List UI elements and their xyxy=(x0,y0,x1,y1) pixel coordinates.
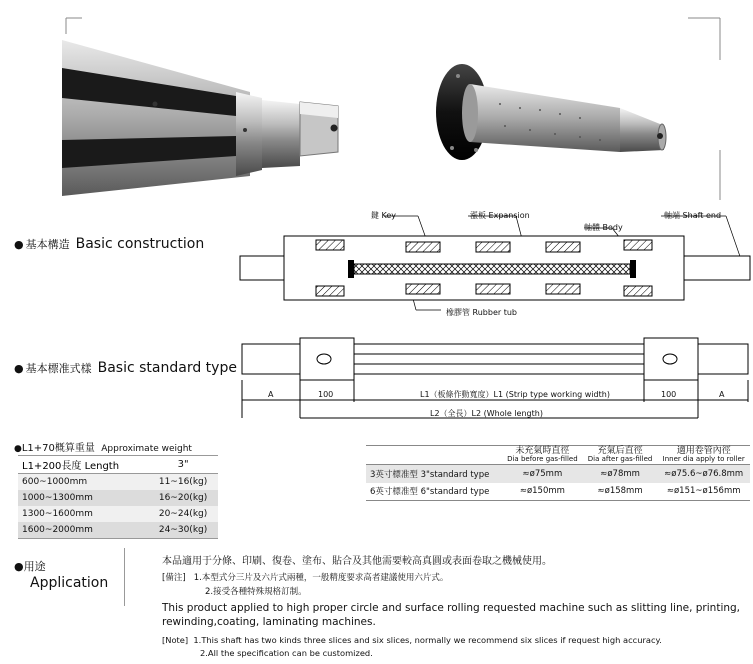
product-photos xyxy=(0,0,753,200)
dim-100-left: 100 xyxy=(318,390,334,399)
bullet-icon: ● xyxy=(14,238,24,251)
application-en-note-2: 2.All the specification can be customized. xyxy=(200,648,373,658)
label-shaft-end: 軸端 Shaft end xyxy=(664,211,722,220)
weight-table-title: ●L1+70概算重量 Approximate weight xyxy=(14,443,192,454)
weight-table xyxy=(18,455,218,539)
bullet-icon: ● xyxy=(14,560,24,573)
dim-l1: L1（板條作動寬度）L1 (Strip type working width) xyxy=(420,390,610,399)
flanged-shaft-photo xyxy=(436,64,666,160)
spec-table-header xyxy=(366,446,750,465)
table-row: 1600~2000mm 24~30(kg) xyxy=(18,522,218,539)
application-en-note-1: [Note] 1.This shaft has two kinds three slices and six slices, normally we recommend six slices if request high accuracy. xyxy=(162,635,662,645)
label-rubber-tub: 橡膠管 Rubber tub xyxy=(446,308,518,317)
header-dia-before: 未充氣時直徑 Dia before gas-filled xyxy=(507,446,578,463)
application-en-main-2: rewinding,coating, laminating machines. xyxy=(162,616,376,628)
spec-table xyxy=(366,445,750,501)
label-body: 軸體 Body xyxy=(584,223,623,232)
header-inner-dia: 適用卷管內徑 Inner dia apply to roller xyxy=(662,446,745,463)
label-expansion: 漲板 Expansion xyxy=(470,211,530,220)
dim-a-right: A xyxy=(719,390,725,399)
dim-100-right: 100 xyxy=(661,390,677,399)
application-cn-note-2: 2.接受各種特殊規格訂制。 xyxy=(205,587,307,597)
application-cn-note-1: [備注] 1.本型式分三片及六片式兩種，一般精度要求高者建議使用六片式。 xyxy=(162,573,449,583)
application-en-main-1: This product applied to high proper circle and surface rolling requested machine such as slitting line, printing, xyxy=(162,602,741,614)
table-row: 1300~1600mm 20~24(kg) xyxy=(18,506,218,522)
bullet-icon: ● xyxy=(14,362,24,375)
label-key: 鍵 Key xyxy=(371,211,397,220)
table-row: 600~1000mm 11~16(kg) xyxy=(18,474,218,491)
dim-l2: L2（全長）L2 (Whole length) xyxy=(430,409,543,418)
table-row: 3英寸標准型 3"standard type ≈ø75mm ≈ø78mm ≈ø75.6~ø76.8mm xyxy=(366,465,750,483)
construction-diagram xyxy=(236,212,753,317)
bullet-icon: ● xyxy=(14,444,22,454)
table-row: 1000~1300mm 16~20(kg) xyxy=(18,490,218,506)
header-dia-after: 充氣后直徑 Dia after gas-filled xyxy=(587,446,653,463)
weight-table-header xyxy=(18,456,218,474)
table-row: 6英寸標准型 6"standard type ≈ø150mm ≈ø158mm ≈ø151~ø156mm xyxy=(366,483,750,501)
divider xyxy=(124,548,125,606)
basic-standard-type-heading: ● 基本標准式樣 Basic standard type xyxy=(14,360,237,376)
basic-construction-heading: ● 基本構造 Basic construction xyxy=(14,236,205,252)
header-length: L1+200長度 Length xyxy=(22,461,120,472)
application-heading-cn: ●用途 xyxy=(14,560,46,573)
shaft-closeup-photo xyxy=(62,40,338,196)
dim-a-left: A xyxy=(268,390,274,399)
application-cn-main: 本品適用于分條、印刷、復卷、塗布、貼合及其他需要較高真圓或表面卷取之機械使用。 xyxy=(162,556,552,567)
header-size: 3" xyxy=(177,459,189,470)
application-heading-en: Application xyxy=(30,575,109,591)
